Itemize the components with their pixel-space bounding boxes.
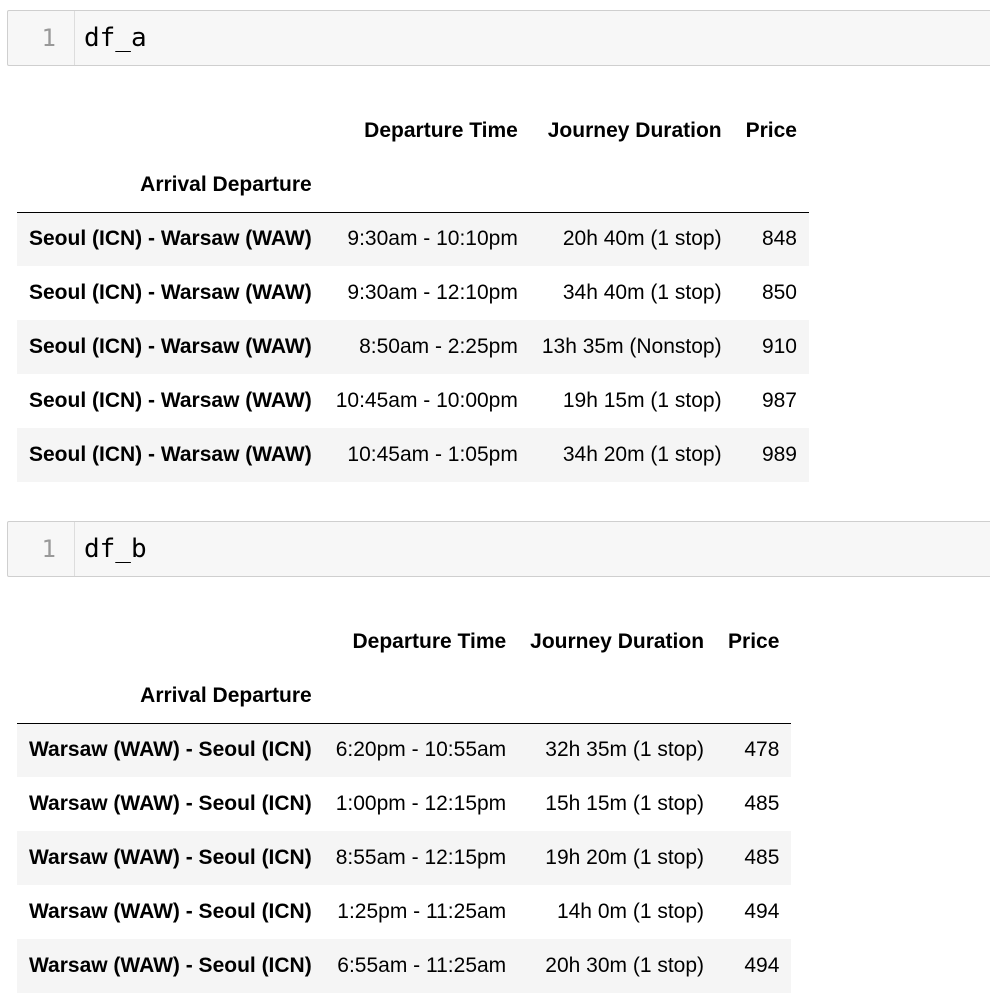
- price-cell: 485: [744, 792, 780, 815]
- column-header-row: [17, 615, 791, 669]
- row-index: Warsaw (WAW) - Seoul (ICN): [29, 954, 312, 977]
- departure-time-cell: 10:45am - 1:05pm: [347, 443, 518, 466]
- row-index: Warsaw (WAW) - Seoul (ICN): [29, 792, 312, 815]
- empty-header-cell: [716, 669, 791, 723]
- journey-duration-cell: 20h 40m (1 stop): [562, 227, 722, 251]
- journey-duration-cell: 20h 30m (1 stop): [545, 954, 705, 977]
- journey-duration-cell: 15h 15m (1 stop): [545, 792, 705, 815]
- departure-time-cell: 8:50am - 2:25pm: [359, 335, 518, 358]
- journey-duration-cell: 14h 0m (1 stop): [556, 900, 705, 923]
- dataframe-table: [17, 615, 791, 993]
- row-index: Warsaw (WAW) - Seoul (ICN): [29, 738, 312, 762]
- column-header: Price: [728, 630, 780, 653]
- departure-time-cell: 1:00pm - 12:15pm: [335, 792, 507, 815]
- table-row: [17, 320, 809, 374]
- table-row: [17, 939, 791, 993]
- journey-duration-cell: 34h 20m (1 stop): [562, 443, 722, 466]
- row-index: Seoul (ICN) - Warsaw (WAW): [29, 335, 312, 358]
- row-index: Seoul (ICN) - Warsaw (WAW): [29, 227, 312, 251]
- output-area-df-b: [17, 615, 791, 993]
- code-input[interactable]: df_a: [84, 23, 147, 53]
- table-row: [17, 266, 809, 320]
- departure-time-cell: 6:55am - 11:25am: [337, 954, 507, 977]
- column-header: Departure Time: [352, 630, 507, 653]
- journey-duration-cell: 19h 20m (1 stop): [545, 846, 705, 869]
- table-row: [17, 831, 791, 885]
- code-input[interactable]: df_b: [84, 534, 147, 564]
- price-cell: 850: [761, 281, 797, 304]
- index-name-header: Arrival Departure: [17, 669, 324, 723]
- price-cell: 989: [761, 443, 797, 466]
- empty-header-cell: [324, 669, 518, 723]
- column-header-row: [17, 104, 809, 158]
- journey-duration-cell: 13h 35m (Nonstop): [541, 335, 722, 358]
- journey-duration-cell: 32h 35m (1 stop): [545, 738, 705, 762]
- column-header: Journey Duration: [530, 630, 705, 653]
- journey-duration-cell: 34h 40m (1 stop): [562, 281, 722, 304]
- empty-header-cell: [518, 669, 716, 723]
- output-area-df-a: [17, 104, 809, 482]
- price-cell: 478: [744, 738, 780, 762]
- corner-header-cell: [17, 615, 324, 669]
- table-row: [17, 885, 791, 939]
- index-name-row: [17, 158, 809, 212]
- row-index: Warsaw (WAW) - Seoul (ICN): [29, 900, 312, 923]
- code-cell-df-a[interactable]: [7, 10, 990, 66]
- empty-header-cell: [734, 158, 809, 212]
- price-cell: 485: [744, 846, 780, 869]
- journey-duration-cell: 19h 15m (1 stop): [562, 389, 722, 412]
- code-cell-df-b[interactable]: [7, 521, 990, 577]
- price-cell: 494: [744, 900, 780, 923]
- table-row: [17, 212, 809, 266]
- departure-time-cell: 1:25pm - 11:25am: [337, 900, 507, 923]
- departure-time-cell: 9:30am - 12:10pm: [347, 281, 518, 304]
- column-header: Journey Duration: [547, 119, 722, 142]
- departure-time-cell: 9:30am - 10:10pm: [347, 227, 518, 251]
- empty-header-cell: [530, 158, 734, 212]
- index-name-row: [17, 669, 791, 723]
- departure-time-cell: 10:45am - 10:00pm: [335, 389, 518, 412]
- table-row: [17, 723, 791, 777]
- column-header: Price: [745, 119, 797, 142]
- row-index: Seoul (ICN) - Warsaw (WAW): [29, 389, 312, 412]
- price-cell: 848: [761, 227, 797, 251]
- cell-prompt-number: 1: [8, 11, 75, 65]
- dataframe-table: [17, 104, 809, 482]
- departure-time-cell: 6:20pm - 10:55am: [335, 738, 507, 762]
- price-cell: 494: [744, 954, 780, 977]
- price-cell: 987: [761, 389, 797, 412]
- table-row: [17, 428, 809, 482]
- empty-header-cell: [324, 158, 530, 212]
- departure-time-cell: 8:55am - 12:15pm: [335, 846, 507, 869]
- table-row: [17, 374, 809, 428]
- row-index: Warsaw (WAW) - Seoul (ICN): [29, 846, 312, 869]
- corner-header-cell: [17, 104, 324, 158]
- row-index: Seoul (ICN) - Warsaw (WAW): [29, 443, 312, 466]
- table-row: [17, 777, 791, 831]
- cell-prompt-number: 1: [8, 522, 75, 576]
- price-cell: 910: [761, 335, 797, 358]
- index-name-header: Arrival Departure: [17, 158, 324, 212]
- row-index: Seoul (ICN) - Warsaw (WAW): [29, 281, 312, 304]
- column-header: Departure Time: [364, 119, 518, 142]
